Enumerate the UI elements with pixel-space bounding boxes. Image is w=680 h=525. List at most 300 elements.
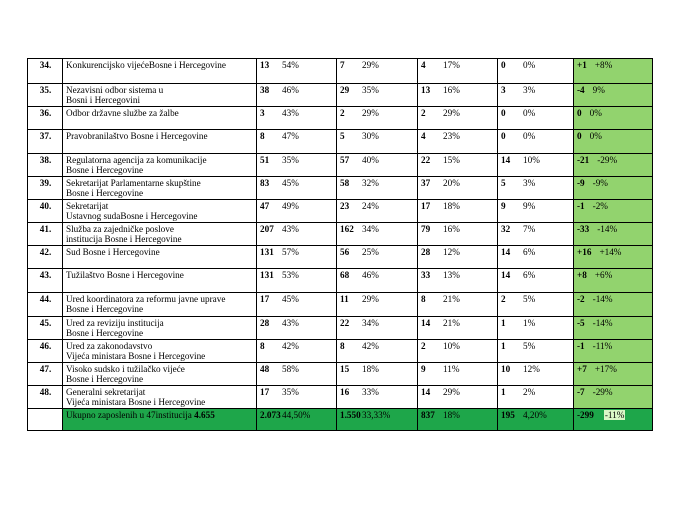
count-cell-4 bbox=[498, 154, 574, 177]
difference-percent: -29% bbox=[592, 387, 613, 397]
count-value: 48 bbox=[260, 364, 270, 374]
count-cell-3 bbox=[418, 317, 498, 340]
count-cell-3 bbox=[418, 340, 498, 363]
row-number bbox=[28, 269, 63, 293]
count-cell-1 bbox=[257, 363, 337, 386]
institution-name bbox=[63, 107, 257, 130]
percent-value: 9% bbox=[523, 201, 536, 211]
row-number bbox=[28, 293, 63, 317]
difference-percent: -9% bbox=[592, 178, 608, 188]
count-cell-3 bbox=[418, 154, 498, 177]
table-row bbox=[28, 200, 653, 223]
institution-name-line: Konkurencijsko vijećeBosne i Hercegovine bbox=[66, 60, 226, 70]
institution-name-line: Bosne i Hercegovine bbox=[66, 328, 144, 339]
count-value: 8 bbox=[260, 131, 265, 141]
row-number-text: 42. bbox=[39, 247, 52, 257]
count-value: 13 bbox=[260, 60, 270, 70]
percent-value: 58% bbox=[282, 364, 299, 374]
count-value: 10 bbox=[501, 364, 511, 374]
count-cell-2 bbox=[337, 269, 418, 293]
count-cell-1 bbox=[257, 59, 337, 84]
percent-value: 3% bbox=[523, 85, 536, 95]
percent-value: 24% bbox=[362, 201, 379, 211]
count-value: 29 bbox=[340, 85, 350, 95]
count-value: 37 bbox=[421, 178, 431, 188]
count-cell-4 bbox=[498, 59, 574, 84]
difference-cell bbox=[574, 177, 653, 200]
count-cell-1 bbox=[257, 409, 337, 431]
difference-value: -1 bbox=[577, 201, 585, 211]
percent-value: 18% bbox=[362, 364, 379, 374]
count-value: 15 bbox=[340, 364, 350, 374]
difference-cell bbox=[574, 317, 653, 340]
count-cell-3 bbox=[418, 246, 498, 269]
count-value: 14 bbox=[501, 270, 511, 280]
percent-value: 16% bbox=[443, 85, 460, 95]
difference-cell bbox=[574, 223, 653, 246]
row-number bbox=[28, 200, 63, 223]
percent-value: 23% bbox=[443, 131, 460, 141]
percent-value: 29% bbox=[362, 60, 379, 70]
row-number-text: 45. bbox=[39, 318, 52, 328]
percent-value: 13% bbox=[443, 270, 460, 280]
count-value: 1 bbox=[501, 341, 506, 351]
count-value: 8 bbox=[340, 341, 345, 351]
count-value: 2 bbox=[421, 341, 426, 351]
count-value: 131 bbox=[260, 247, 274, 257]
row-number-text: 37. bbox=[39, 131, 52, 141]
institution-name-line: Visoko sudsko i tužilačko vijeće bbox=[66, 364, 185, 374]
table-row bbox=[28, 107, 653, 130]
difference-value: 0 bbox=[577, 108, 582, 118]
percent-value: 46% bbox=[282, 85, 299, 95]
row-number bbox=[28, 59, 63, 84]
institution-name bbox=[63, 246, 257, 269]
percent-value: 43% bbox=[282, 108, 299, 118]
count-cell-4 bbox=[498, 107, 574, 130]
percent-value: 2% bbox=[523, 387, 536, 397]
count-cell-3 bbox=[418, 59, 498, 84]
percent-value: 20% bbox=[443, 178, 460, 188]
count-value: 1.550 bbox=[340, 410, 361, 420]
institution-name bbox=[63, 363, 257, 386]
count-value: 58 bbox=[340, 178, 350, 188]
difference-percent: 0% bbox=[589, 108, 602, 118]
count-value: 195 bbox=[501, 410, 515, 420]
percent-value: 1% bbox=[523, 318, 536, 328]
count-value: 837 bbox=[421, 410, 435, 420]
percent-value: 16% bbox=[443, 224, 460, 234]
difference-value: +7 bbox=[577, 364, 587, 374]
institution-name bbox=[63, 317, 257, 340]
percent-value: 42% bbox=[362, 341, 379, 351]
count-value: 28 bbox=[260, 318, 270, 328]
institution-name bbox=[63, 386, 257, 409]
difference-percent: -11% bbox=[592, 341, 613, 351]
percent-value: 0% bbox=[523, 108, 536, 118]
row-number bbox=[28, 154, 63, 177]
institution-name-line: Regulatorna agencija za komunikacije bbox=[66, 155, 207, 165]
count-value: 5 bbox=[340, 131, 345, 141]
count-cell-3 bbox=[418, 363, 498, 386]
percent-value: 21% bbox=[443, 294, 460, 304]
row-number bbox=[28, 223, 63, 246]
count-cell-2 bbox=[337, 59, 418, 84]
row-number bbox=[28, 107, 63, 130]
institution-name-line: Bosne i Hercegovine bbox=[66, 165, 144, 176]
table-row bbox=[28, 223, 653, 246]
difference-percent: -14% bbox=[597, 224, 618, 234]
row-number-text: 43. bbox=[39, 270, 52, 280]
count-cell-4 bbox=[498, 340, 574, 363]
count-value: 1 bbox=[501, 387, 506, 397]
count-cell-2 bbox=[337, 200, 418, 223]
percent-value: 32% bbox=[362, 178, 379, 188]
difference-value: -4 bbox=[577, 85, 585, 95]
count-cell-2 bbox=[337, 107, 418, 130]
table-row bbox=[28, 317, 653, 340]
count-value: 14 bbox=[421, 387, 431, 397]
count-cell-3 bbox=[418, 269, 498, 293]
difference-percent: -2% bbox=[592, 201, 608, 211]
count-cell-1 bbox=[257, 177, 337, 200]
count-cell-4 bbox=[498, 130, 574, 154]
institution-name-line: Bosne i Hercegovine bbox=[66, 304, 144, 315]
count-cell-3 bbox=[418, 107, 498, 130]
count-value: 2 bbox=[340, 108, 345, 118]
institution-name-line: Generalni sekretarijat bbox=[66, 387, 146, 397]
institution-name-line: Ured za reviziju institucija bbox=[66, 318, 164, 328]
institution-name-line: Nezavisni odbor sistema u bbox=[66, 85, 164, 95]
count-cell-3 bbox=[418, 223, 498, 246]
institution-name bbox=[63, 177, 257, 200]
row-number bbox=[28, 363, 63, 386]
difference-cell bbox=[574, 154, 653, 177]
count-value: 17 bbox=[260, 294, 270, 304]
institution-name-line: Sud Bosne i Hercegovine bbox=[66, 247, 160, 257]
count-value: 8 bbox=[260, 341, 265, 351]
count-cell-2 bbox=[337, 317, 418, 340]
count-value: 14 bbox=[421, 318, 431, 328]
percent-value: 12% bbox=[523, 364, 540, 374]
percent-value: 35% bbox=[282, 155, 299, 165]
table-row bbox=[28, 363, 653, 386]
percent-value: 45% bbox=[282, 178, 299, 188]
table-row bbox=[28, 59, 653, 84]
row-number bbox=[28, 130, 63, 154]
percent-value: 10% bbox=[523, 155, 540, 165]
institution-name-line: Sekretarijat Parlamentarne skupštine bbox=[66, 178, 201, 188]
count-cell-1 bbox=[257, 154, 337, 177]
institution-name bbox=[63, 59, 257, 84]
row-number-text: 48. bbox=[39, 387, 52, 397]
count-cell-2 bbox=[337, 154, 418, 177]
difference-cell bbox=[574, 200, 653, 223]
count-value: 22 bbox=[421, 155, 431, 165]
count-cell-1 bbox=[257, 386, 337, 409]
count-cell-4 bbox=[498, 293, 574, 317]
count-cell-3 bbox=[418, 386, 498, 409]
count-cell-2 bbox=[337, 409, 418, 431]
count-cell-4 bbox=[498, 246, 574, 269]
count-cell-2 bbox=[337, 246, 418, 269]
difference-percent: -29% bbox=[597, 155, 618, 165]
difference-cell bbox=[574, 107, 653, 130]
percent-value: 33,33% bbox=[362, 410, 391, 420]
count-cell-2 bbox=[337, 223, 418, 246]
institution-name bbox=[63, 154, 257, 177]
institution-name-line: institucija Bosne i Hercegovine bbox=[66, 234, 182, 245]
count-cell-1 bbox=[257, 223, 337, 246]
count-cell-4 bbox=[498, 84, 574, 107]
row-number bbox=[28, 317, 63, 340]
count-cell-1 bbox=[257, 130, 337, 154]
difference-value: +8 bbox=[577, 270, 587, 280]
percent-value: 3% bbox=[523, 178, 536, 188]
row-number-text: 36. bbox=[39, 108, 52, 118]
count-value: 83 bbox=[260, 178, 270, 188]
institution-name bbox=[63, 293, 257, 317]
difference-cell bbox=[574, 130, 653, 154]
percent-value: 43% bbox=[282, 318, 299, 328]
table-row bbox=[28, 386, 653, 409]
row-number-text: 35. bbox=[39, 85, 52, 95]
count-value: 2 bbox=[421, 108, 426, 118]
count-cell-3 bbox=[418, 130, 498, 154]
difference-cell bbox=[574, 59, 653, 84]
difference-percent: +17% bbox=[594, 364, 617, 374]
difference-value: -1 bbox=[577, 341, 585, 351]
count-value: 17 bbox=[260, 387, 270, 397]
total-empty-cell bbox=[28, 409, 63, 431]
difference-percent: +8% bbox=[594, 60, 613, 70]
count-value: 3 bbox=[501, 85, 506, 95]
percent-value: 12% bbox=[443, 247, 460, 257]
total-difference-value: -299 bbox=[577, 410, 594, 420]
count-cell-1 bbox=[257, 200, 337, 223]
count-cell-1 bbox=[257, 84, 337, 107]
difference-cell bbox=[574, 363, 653, 386]
institution-name bbox=[63, 130, 257, 154]
percent-value: 29% bbox=[362, 294, 379, 304]
count-cell-1 bbox=[257, 269, 337, 293]
percent-value: 43% bbox=[282, 224, 299, 234]
percent-value: 29% bbox=[362, 108, 379, 118]
count-value: 4 bbox=[421, 131, 426, 141]
count-value: 5 bbox=[501, 178, 506, 188]
institution-name-line: Ured koordinatora za reformu javne uprave bbox=[66, 294, 226, 304]
count-value: 11 bbox=[340, 294, 349, 304]
count-value: 0 bbox=[501, 131, 506, 141]
total-difference-cell bbox=[574, 409, 653, 431]
count-value: 38 bbox=[260, 85, 270, 95]
percent-value: 7% bbox=[523, 224, 536, 234]
count-value: 162 bbox=[340, 224, 354, 234]
percent-value: 5% bbox=[523, 294, 536, 304]
count-cell-3 bbox=[418, 177, 498, 200]
percent-value: 34% bbox=[362, 318, 379, 328]
count-cell-4 bbox=[498, 177, 574, 200]
count-value: 2 bbox=[501, 294, 506, 304]
count-cell-1 bbox=[257, 317, 337, 340]
difference-value: -9 bbox=[577, 178, 585, 188]
count-cell-4 bbox=[498, 223, 574, 246]
row-number-text: 46. bbox=[39, 341, 52, 351]
percent-value: 21% bbox=[443, 318, 460, 328]
count-value: 4 bbox=[421, 60, 426, 70]
percent-value: 49% bbox=[282, 201, 299, 211]
percent-value: 0% bbox=[523, 131, 536, 141]
percent-value: 30% bbox=[362, 131, 379, 141]
percent-value: 54% bbox=[282, 60, 299, 70]
count-value: 2.073 bbox=[260, 410, 281, 420]
difference-cell bbox=[574, 293, 653, 317]
row-number-text: 44. bbox=[39, 294, 52, 304]
institution-name-line: Vijeća ministara Bosne i Hercegovine bbox=[66, 351, 206, 362]
institution-name bbox=[63, 200, 257, 223]
row-number-text: 39. bbox=[39, 178, 52, 188]
row-number bbox=[28, 386, 63, 409]
percent-value: 42% bbox=[282, 341, 299, 351]
count-cell-2 bbox=[337, 177, 418, 200]
count-cell-2 bbox=[337, 386, 418, 409]
count-value: 56 bbox=[340, 247, 350, 257]
count-value: 3 bbox=[260, 108, 265, 118]
count-cell-3 bbox=[418, 409, 498, 431]
table-row bbox=[28, 246, 653, 269]
percent-value: 6% bbox=[523, 270, 536, 280]
difference-percent: 9% bbox=[592, 85, 605, 95]
percent-value: 0% bbox=[523, 60, 536, 70]
difference-percent: -14% bbox=[592, 318, 613, 328]
percent-value: 11% bbox=[443, 364, 460, 374]
difference-cell bbox=[574, 246, 653, 269]
count-cell-4 bbox=[498, 409, 574, 431]
count-cell-1 bbox=[257, 340, 337, 363]
percent-value: 18% bbox=[443, 201, 460, 211]
difference-cell bbox=[574, 84, 653, 107]
institution-name-line: Bosne i Hercegovine bbox=[66, 188, 144, 199]
count-cell-4 bbox=[498, 386, 574, 409]
count-cell-2 bbox=[337, 84, 418, 107]
percent-value: 17% bbox=[443, 60, 460, 70]
percent-value: 5% bbox=[523, 341, 536, 351]
difference-percent: -14% bbox=[592, 294, 613, 304]
percent-value: 47% bbox=[282, 131, 299, 141]
institution-name-line: Služba za zajedničke poslove bbox=[66, 224, 174, 234]
count-cell-2 bbox=[337, 293, 418, 317]
count-cell-1 bbox=[257, 107, 337, 130]
percent-value: 44,50% bbox=[282, 410, 311, 420]
percent-value: 40% bbox=[362, 155, 379, 165]
institution-name-line: Tužilaštvo Bosne i Hercegovine bbox=[66, 270, 184, 280]
count-value: 8 bbox=[421, 294, 426, 304]
percent-value: 15% bbox=[443, 155, 460, 165]
table-row bbox=[28, 84, 653, 107]
count-value: 7 bbox=[340, 60, 345, 70]
table-row bbox=[28, 340, 653, 363]
institution-name bbox=[63, 269, 257, 293]
table-row bbox=[28, 293, 653, 317]
count-value: 51 bbox=[260, 155, 270, 165]
row-number-text: 47. bbox=[39, 364, 52, 374]
percent-value: 35% bbox=[282, 387, 299, 397]
difference-cell bbox=[574, 269, 653, 293]
count-cell-1 bbox=[257, 293, 337, 317]
table-row bbox=[28, 154, 653, 177]
difference-value: +16 bbox=[577, 247, 592, 257]
institution-name-line: Vijeća ministara Bosne i Hercegovine bbox=[66, 397, 206, 408]
total-difference-percent: -11% bbox=[604, 410, 625, 420]
count-value: 68 bbox=[340, 270, 350, 280]
difference-percent: 0% bbox=[589, 131, 602, 141]
institution-name-line: Ured za zakonodavstvo bbox=[66, 341, 153, 351]
institution-name-line: Sekretarijat bbox=[66, 201, 109, 211]
table-row bbox=[28, 177, 653, 200]
count-cell-3 bbox=[418, 293, 498, 317]
row-number bbox=[28, 340, 63, 363]
difference-percent: +6% bbox=[594, 270, 613, 280]
table-row bbox=[28, 269, 653, 293]
percent-value: 57% bbox=[282, 247, 299, 257]
percent-value: 10% bbox=[443, 341, 460, 351]
count-cell-2 bbox=[337, 363, 418, 386]
difference-cell bbox=[574, 340, 653, 363]
percent-value: 35% bbox=[362, 85, 379, 95]
count-cell-3 bbox=[418, 84, 498, 107]
count-value: 23 bbox=[340, 201, 350, 211]
percent-value: 46% bbox=[362, 270, 379, 280]
percent-value: 45% bbox=[282, 294, 299, 304]
difference-percent: +14% bbox=[599, 247, 622, 257]
count-value: 28 bbox=[421, 247, 431, 257]
total-label-cell bbox=[63, 409, 257, 431]
count-cell-2 bbox=[337, 340, 418, 363]
difference-cell bbox=[574, 386, 653, 409]
institutions-table bbox=[27, 58, 653, 431]
total-label: Ukupno zaposlenih u 47institucija bbox=[66, 410, 192, 420]
institution-name-line: Bosne i Hercegovine bbox=[66, 374, 144, 385]
count-value: 57 bbox=[340, 155, 350, 165]
row-number-text: 38. bbox=[39, 155, 52, 165]
count-value: 0 bbox=[501, 108, 506, 118]
percent-value: 29% bbox=[443, 387, 460, 397]
percent-value: 4,20% bbox=[523, 410, 547, 420]
row-number-text: 40. bbox=[39, 201, 52, 211]
institution-name-line: Pravobranilaštvo Bosne i Hercegovine bbox=[66, 131, 208, 141]
count-value: 14 bbox=[501, 247, 511, 257]
percent-value: 33% bbox=[362, 387, 379, 397]
difference-value: -2 bbox=[577, 294, 585, 304]
count-value: 9 bbox=[501, 201, 506, 211]
institution-name bbox=[63, 223, 257, 246]
count-value: 79 bbox=[421, 224, 431, 234]
institution-name bbox=[63, 340, 257, 363]
institution-name-line: Odbor državne službe za žalbe bbox=[66, 108, 179, 118]
difference-value: -21 bbox=[577, 155, 590, 165]
count-cell-2 bbox=[337, 130, 418, 154]
count-value: 9 bbox=[421, 364, 426, 374]
row-number-text: 41. bbox=[39, 224, 52, 234]
count-value: 47 bbox=[260, 201, 270, 211]
count-value: 13 bbox=[421, 85, 431, 95]
total-value: 4.655 bbox=[194, 410, 215, 420]
institution-name-line: Bosni i Hercegovini bbox=[66, 95, 140, 106]
count-value: 14 bbox=[501, 155, 511, 165]
percent-value: 29% bbox=[443, 108, 460, 118]
row-number bbox=[28, 246, 63, 269]
count-cell-4 bbox=[498, 269, 574, 293]
